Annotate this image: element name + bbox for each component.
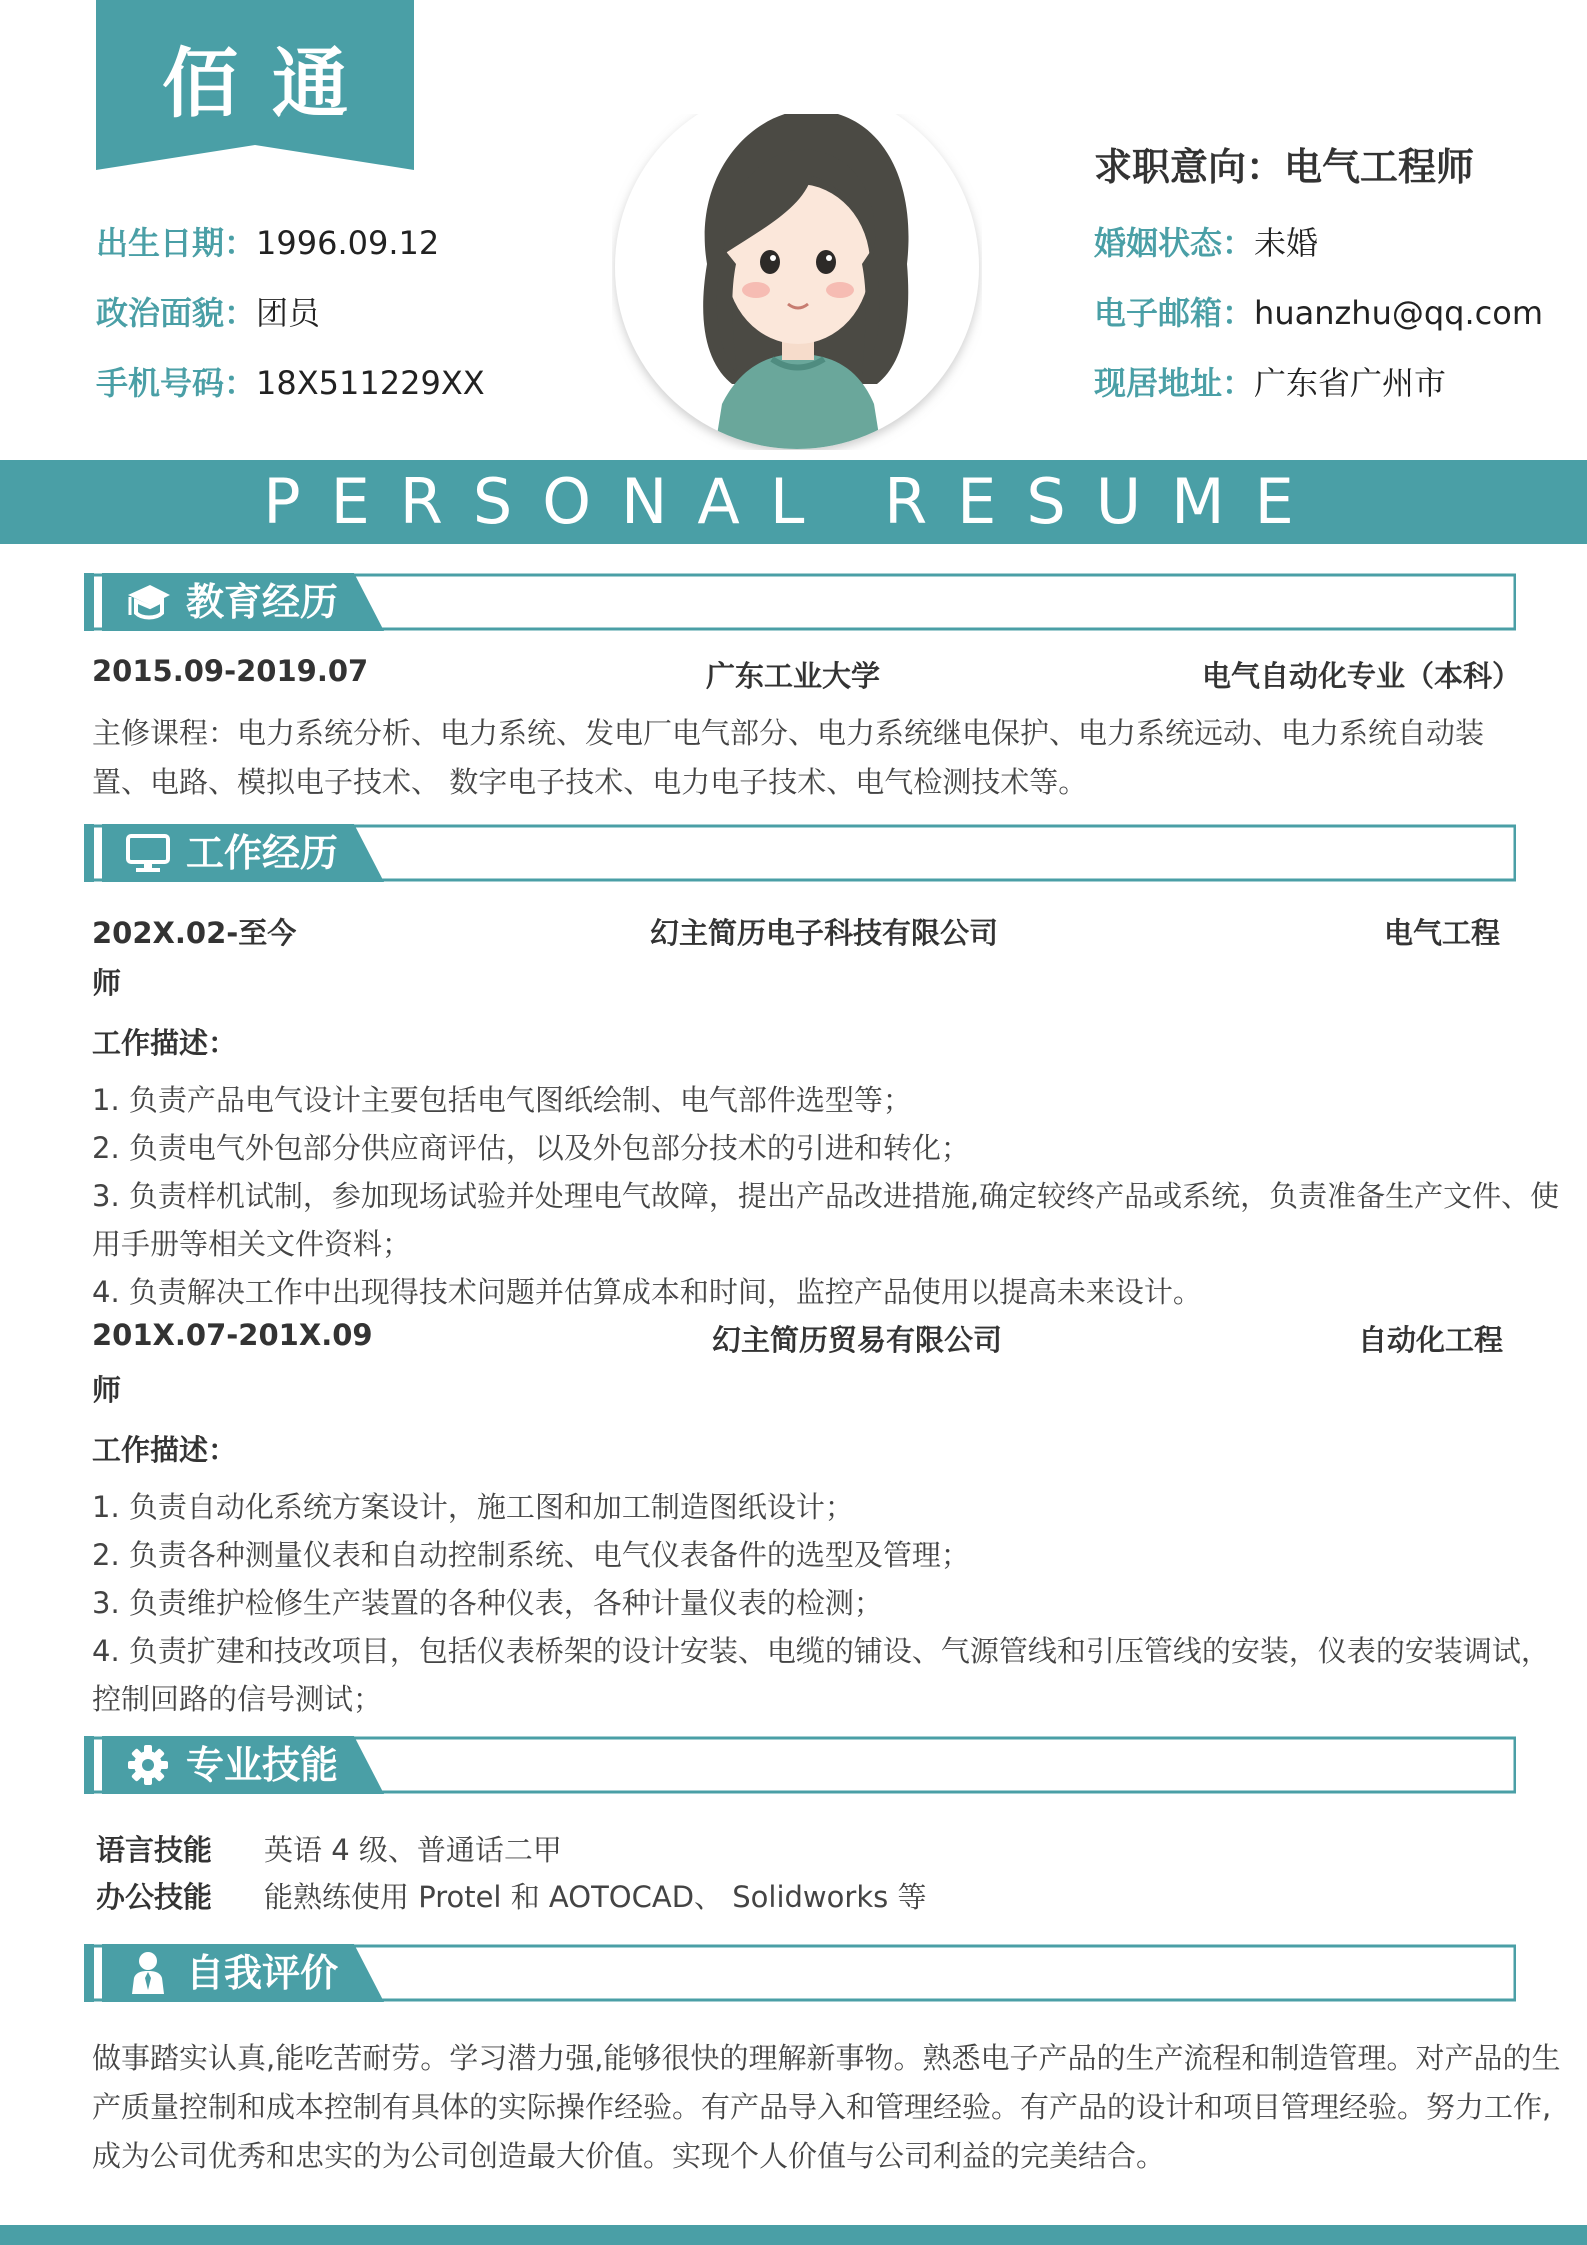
job-company: 幻主简历电子科技有限公司 bbox=[650, 916, 999, 950]
section-title: 自我评价 bbox=[186, 1951, 339, 1995]
info-value: 18X511229XX bbox=[256, 364, 485, 402]
gear-icon bbox=[124, 1742, 172, 1788]
education-school: 广东工业大学 bbox=[706, 659, 881, 693]
candidate-name: 佰通 bbox=[162, 39, 382, 128]
job-desc-item: 4. 负责扩建和技改项目，包括仪表桥架的设计安装、电缆的铺设、气源管线和引压管线的安装，仪表的安装调试， bbox=[92, 1634, 1550, 1668]
section-header-work bbox=[84, 824, 1516, 882]
info-label: 电子邮箱 bbox=[1094, 294, 1223, 332]
info-label: 手机号码 bbox=[96, 364, 225, 402]
info-label: 出生日期 bbox=[96, 224, 225, 262]
info-separator: ： bbox=[224, 294, 257, 332]
info-separator: ： bbox=[1222, 294, 1255, 332]
birth-date-row bbox=[96, 218, 439, 264]
avatar bbox=[612, 114, 982, 450]
job-role: 电气工程 bbox=[1384, 916, 1501, 950]
self-eval-line: 成为公司优秀和忠实的为公司创造最大价值。实现个人价值与公司利益的完美结合。 bbox=[92, 2139, 1166, 2173]
marital-status-row bbox=[1094, 218, 1318, 264]
education-major: 电气自动化专业（本科） bbox=[1202, 659, 1522, 693]
job-desc-item: 2. 负责电气外包部分供应商评估，以及外包部分技术的引进和转化； bbox=[92, 1131, 970, 1165]
job-desc-item: 控制回路的信号测试； bbox=[92, 1682, 383, 1716]
user-icon bbox=[124, 1950, 172, 1996]
phone-row bbox=[96, 358, 485, 404]
skill-label: 办公技能 bbox=[96, 1880, 213, 1914]
section-title: 工作经历 bbox=[186, 831, 339, 875]
job-desc-item: 1. 负责产品电气设计主要包括电气图纸绘制、电气部件选型等； bbox=[92, 1083, 912, 1117]
political-status-row bbox=[96, 288, 320, 334]
education-courses-line: 置、电路、模拟电子技术、 数字电子技术、电力电子技术、电气检测技术等。 bbox=[92, 765, 1088, 799]
info-separator: ： bbox=[1222, 224, 1255, 262]
info-separator: ： bbox=[224, 224, 257, 262]
info-value: 1996.09.12 bbox=[256, 224, 440, 262]
job-desc-item: 2. 负责各种测量仪表和自动控制系统、电气仪表备件的选型及管理； bbox=[92, 1538, 970, 1572]
job-date: 201X.07-201X.09 bbox=[92, 1318, 373, 1352]
bottom-bar bbox=[0, 2225, 1587, 2245]
job-intent: 求职意向：电气工程师 bbox=[1094, 145, 1475, 189]
info-label: 婚姻状态 bbox=[1094, 224, 1223, 262]
self-eval-line: 做事踏实认真,能吃苦耐劳。学习潜力强,能够很快的理解新事物。熟悉电子产品的生产流程和制造管理。对产品的生 bbox=[92, 2041, 1561, 2075]
section-header-self-eval bbox=[84, 1944, 1516, 2002]
job-role-wrap: 师 bbox=[92, 1373, 122, 1407]
info-value: 团员 bbox=[256, 294, 321, 332]
job-company: 幻主简历贸易有限公司 bbox=[712, 1323, 1003, 1357]
job-desc-item: 3. 负责样机试制，参加现场试验并处理电气故障，提出产品改进措施,确定较终产品或系统，负责准备生产文件、使 bbox=[92, 1179, 1560, 1213]
education-date: 2015.09-2019.07 bbox=[92, 654, 369, 688]
skill-value: 能熟练使用 Protel 和 AOTOCAD、 Solidworks 等 bbox=[264, 1880, 927, 1914]
skill-value: 英语 4 级、普通话二甲 bbox=[264, 1833, 562, 1867]
section-title: 教育经历 bbox=[186, 580, 339, 624]
info-value: huanzhu@qq.com bbox=[1254, 294, 1543, 332]
info-separator: ： bbox=[1222, 364, 1255, 402]
job-desc-item: 1. 负责自动化系统方案设计，施工图和加工制造图纸设计； bbox=[92, 1490, 854, 1524]
info-separator: ： bbox=[224, 364, 257, 402]
job-desc-item: 4. 负责解决工作中出现得技术问题并估算成本和时间，监控产品使用以提高未来设计。 bbox=[92, 1275, 1202, 1309]
job-desc-title: 工作描述： bbox=[92, 1026, 238, 1060]
job-date: 202X.02-至今 bbox=[92, 916, 297, 950]
skill-label: 语言技能 bbox=[96, 1833, 213, 1867]
job-desc-item: 3. 负责维护检修生产装置的各种仪表，各种计量仪表的检测； bbox=[92, 1586, 883, 1620]
address-row bbox=[1094, 358, 1446, 404]
job-role-wrap: 师 bbox=[92, 966, 122, 1000]
section-header-skills bbox=[84, 1736, 1516, 1794]
info-value: 广东省广州市 bbox=[1254, 364, 1447, 402]
monitor-icon bbox=[124, 830, 172, 876]
job-role: 自动化工程 bbox=[1358, 1323, 1504, 1357]
education-courses-line: 主修课程：电力系统分析、电力系统、发电厂电气部分、电力系统继电保护、电力系统远动、电力系统自动装 bbox=[92, 716, 1485, 750]
info-value: 未婚 bbox=[1254, 224, 1319, 262]
self-eval-line: 产质量控制和成本控制有具体的实际操作经验。有产品导入和管理经验。有产品的设计和项目管理经验。努力工作, bbox=[92, 2090, 1552, 2124]
info-label: 现居地址 bbox=[1094, 364, 1223, 402]
graduation-cap-icon bbox=[124, 579, 172, 625]
email-row bbox=[1094, 288, 1543, 334]
job-desc-item: 用手册等相关文件资料； bbox=[92, 1227, 412, 1261]
section-title: 专业技能 bbox=[186, 1743, 339, 1787]
section-header-education bbox=[84, 573, 1516, 631]
info-label: 政治面貌 bbox=[96, 294, 225, 332]
job-desc-title: 工作描述： bbox=[92, 1433, 238, 1467]
resume-banner-text: PERSONAL RESUME bbox=[263, 465, 1324, 538]
